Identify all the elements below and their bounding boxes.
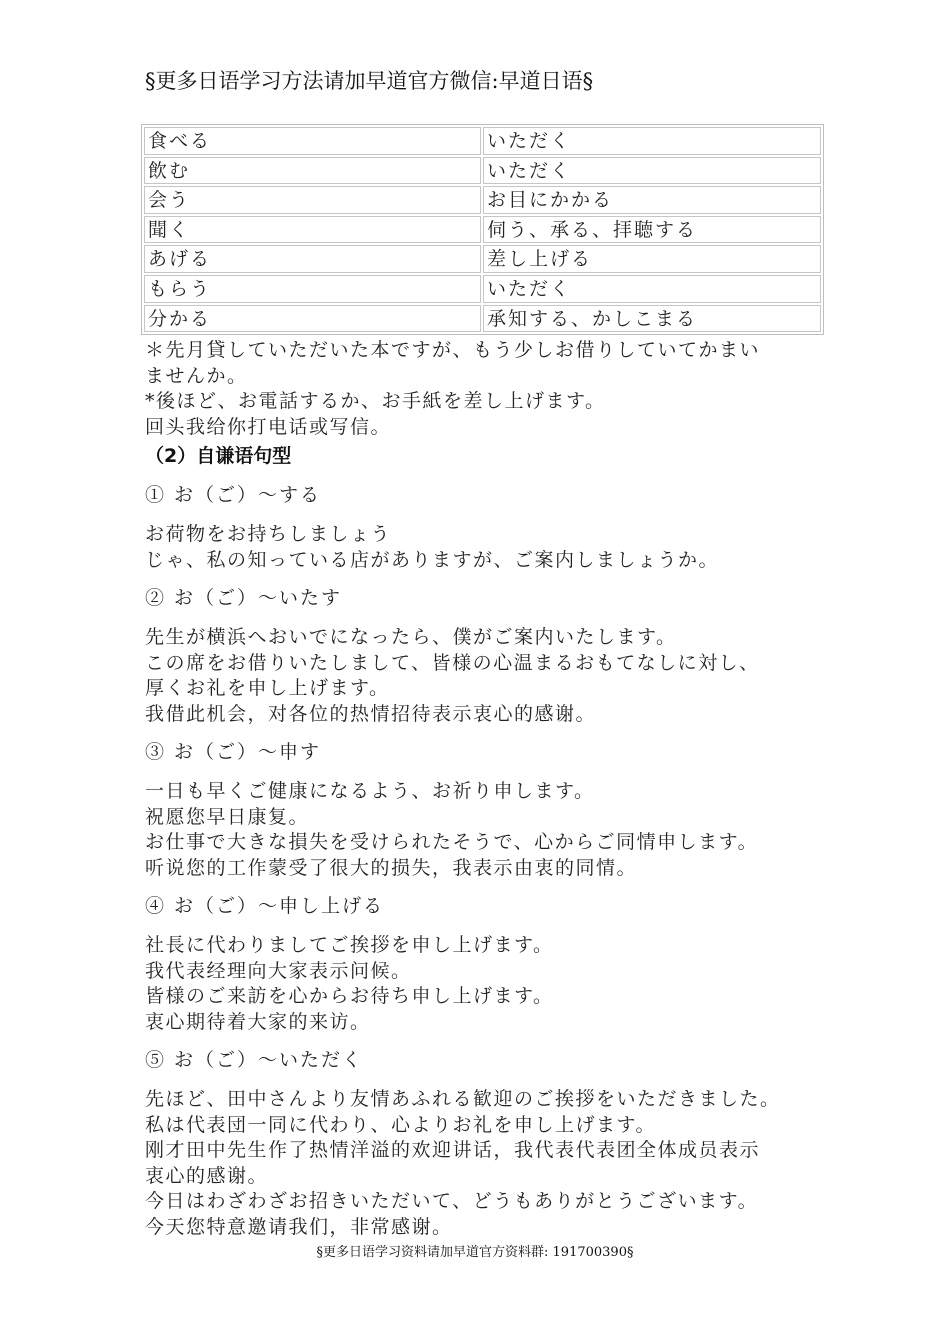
page-header: §更多日语学习方法请加早道官方微信:早道日语§ bbox=[145, 69, 594, 93]
example-line: 一日も早くご健康になるよう、お祈り申します。 bbox=[145, 780, 595, 802]
table-row bbox=[144, 216, 821, 244]
table-row bbox=[144, 275, 821, 303]
plain-verb-cell: あげる bbox=[144, 245, 481, 273]
intro-line: 回头我给你打电话或写信。 bbox=[145, 415, 392, 438]
humble-verb-cell: いただく bbox=[483, 275, 821, 303]
example-line: じゃ、私の知っている店がありますが、ご案内しましょうか。 bbox=[145, 548, 720, 571]
example-line: 刚才田中先生作了热情洋溢的欢迎讲话，我代表代表团全体成员表示 bbox=[145, 1139, 761, 1161]
table-row bbox=[144, 245, 821, 273]
example-line: 我代表经理向大家表示问候。 bbox=[145, 959, 412, 982]
page-footer: §更多日语学习资料请加早道官方资料群: 191700390§ bbox=[316, 1245, 634, 1260]
plain-verb-cell: 分かる bbox=[144, 305, 481, 333]
pattern-label: ③ お（ご）～申す bbox=[145, 741, 322, 763]
intro-line: ませんか。 bbox=[145, 364, 248, 387]
humble-verb-cell: お目にかかる bbox=[483, 186, 821, 214]
example-line: 先ほど、田中さんより友情あふれる歓迎のご挨拶をいただきました。 bbox=[145, 1088, 781, 1110]
example-line: 我借此机会，对各位的热情招待表示衷心的感谢。 bbox=[145, 702, 597, 725]
table-row bbox=[144, 127, 821, 155]
example-line: 先生が横浜へおいでになったら、僕がご案内いたします。 bbox=[145, 626, 677, 648]
humble-verb-cell: 差し上げる bbox=[483, 245, 821, 273]
plain-verb-cell: もらう bbox=[144, 275, 481, 303]
humble-verb-table bbox=[141, 124, 824, 335]
table-row bbox=[144, 305, 821, 333]
humble-verb-cell: いただく bbox=[483, 127, 821, 155]
humble-verb-cell: いただく bbox=[483, 157, 821, 185]
example-line: お仕事で大きな損失を受けられたそうで、心からご同情申します。 bbox=[145, 831, 759, 853]
example-line: 私は代表団一同に代わり、心よりお礼を申し上げます。 bbox=[145, 1113, 656, 1136]
plain-verb-cell: 飲む bbox=[144, 157, 481, 185]
table-row bbox=[144, 157, 821, 185]
example-line: この席をお借りいたしまして、皆様の心温まるおもてなしに対し、 bbox=[145, 651, 760, 674]
pattern-label: ① お（ご）～する bbox=[145, 484, 322, 506]
example-line: 社長に代わりましてご挨拶を申し上げます。 bbox=[145, 934, 554, 956]
pattern-label: ⑤ お（ご）～いただく bbox=[145, 1049, 364, 1071]
example-line: お荷物をお持ちしましょう bbox=[145, 523, 392, 545]
example-line: 祝愿您早日康复。 bbox=[145, 805, 310, 828]
table-row bbox=[144, 186, 821, 214]
example-line: 厚くお礼を申し上げます。 bbox=[145, 677, 390, 699]
example-line: 今天您特意邀请我们，非常感谢。 bbox=[145, 1215, 453, 1238]
example-line: 衷心期待着大家的来访。 bbox=[145, 1010, 371, 1033]
intro-line: ＊先月貸していただいた本ですが、もう少しお借りしていてかまい bbox=[145, 339, 761, 361]
example-line: 皆様のご来訪を心からお待ち申し上げます。 bbox=[145, 985, 554, 1007]
pattern-label: ② お（ご）～いたす bbox=[145, 587, 343, 609]
section-heading: （2）自谦语句型 bbox=[145, 445, 292, 467]
plain-verb-cell: 会う bbox=[144, 186, 481, 214]
body-text bbox=[145, 338, 835, 1240]
example-line: 听说您的工作蒙受了很大的损失，我表示由衷的同情。 bbox=[145, 856, 638, 879]
plain-verb-cell: 聞く bbox=[144, 216, 481, 244]
example-line: 今日はわざわざお招きいただいて、どうもありがとうございます。 bbox=[145, 1190, 759, 1212]
example-line: 衷心的感谢。 bbox=[145, 1164, 269, 1187]
humble-verb-cell: 承知する、かしこまる bbox=[483, 305, 821, 333]
plain-verb-cell: 食べる bbox=[144, 127, 481, 155]
intro-line: *後ほど、お電話するか、お手紙を差し上げます。 bbox=[145, 390, 606, 412]
pattern-label: ④ お（ご）～申し上げる bbox=[145, 895, 385, 917]
humble-verb-cell: 伺う、承る、拝聴する bbox=[483, 216, 821, 244]
